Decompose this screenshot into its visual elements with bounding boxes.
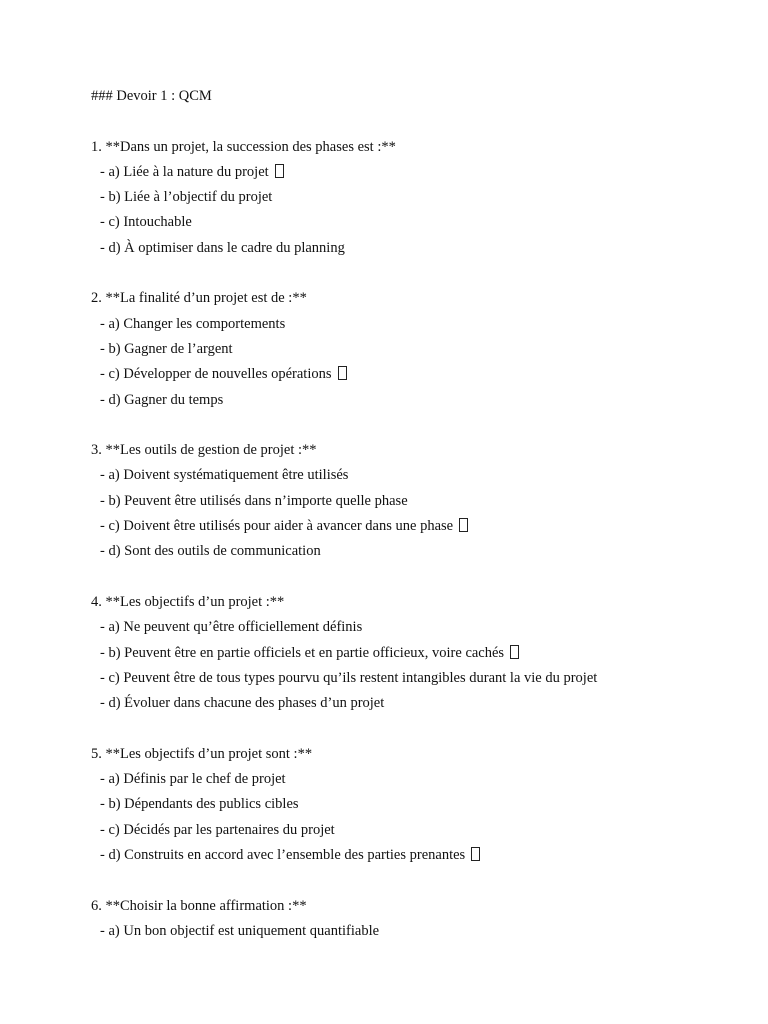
- option-a: [91, 767, 731, 792]
- answer-mark-icon: [471, 847, 480, 861]
- option-a: [91, 463, 731, 488]
- option-text: - c) Décidés par les partenaires du projet: [100, 821, 335, 838]
- spacer: [91, 261, 731, 286]
- option-a: [91, 160, 731, 185]
- option-b: [91, 337, 731, 362]
- option-text: - b) Peuvent être utilisés dans n’importe quelle phase: [100, 492, 408, 509]
- question-text: 6. **Choisir la bonne affirmation :**: [91, 897, 307, 914]
- question-text: 1. **Dans un projet, la succession des phases est :**: [91, 138, 396, 155]
- option-text: - c) Développer de nouvelles opérations: [100, 366, 332, 383]
- option-d: [91, 236, 731, 261]
- option-b: [91, 489, 731, 514]
- option-c: [91, 666, 731, 691]
- option-text: - b) Dépendants des publics cibles: [100, 796, 299, 813]
- spacer: [91, 868, 731, 893]
- answer-mark-icon: [459, 518, 468, 532]
- option-text: - a) Changer les comportements: [100, 315, 286, 332]
- option-c: [91, 818, 731, 843]
- option-d: [91, 539, 731, 564]
- option-a: [91, 615, 731, 640]
- option-text: - a) Doivent systématiquement être utilisés: [100, 467, 349, 484]
- document-page: [91, 84, 731, 944]
- option-b: [91, 792, 731, 817]
- option-text: - d) Évoluer dans chacune des phases d’un projet: [100, 695, 385, 712]
- spacer: [91, 716, 731, 741]
- answer-mark-icon: [510, 645, 519, 659]
- option-c: [91, 514, 731, 539]
- option-text: - a) Définis par le chef de projet: [100, 771, 286, 788]
- question-text: 5. **Les objectifs d’un projet sont :**: [91, 745, 313, 762]
- spacer: [91, 109, 731, 134]
- option-c: [91, 210, 731, 235]
- option-text: - a) Un bon objectif est uniquement quantifiable: [100, 922, 380, 939]
- question-4: [91, 590, 731, 716]
- question-text: 3. **Les outils de gestion de projet :**: [91, 442, 317, 459]
- option-text: - d) Sont des outils de communication: [100, 543, 321, 560]
- spacer: [91, 565, 731, 590]
- option-text: - c) Doivent être utilisés pour aider à avancer dans une phase: [100, 518, 454, 535]
- spacer: [91, 413, 731, 438]
- question-2: [91, 286, 731, 412]
- option-text: - d) Construits en accord avec l’ensemble des parties prenantes: [100, 846, 466, 863]
- option-d: [91, 843, 731, 868]
- document-heading: ### Devoir 1 : QCM: [91, 88, 212, 104]
- option-text: - c) Intouchable: [100, 214, 192, 231]
- question-1: [91, 135, 731, 261]
- option-b: [91, 641, 731, 666]
- question-3: [91, 438, 731, 564]
- option-text: - b) Liée à l’objectif du projet: [100, 189, 273, 206]
- option-text: - b) Peuvent être en partie officiels et en partie officieux, voire cachés: [100, 644, 505, 661]
- question-5: [91, 742, 731, 868]
- option-b: [91, 185, 731, 210]
- option-text: - a) Ne peuvent qu’être officiellement définis: [100, 619, 363, 636]
- option-a: [91, 919, 731, 944]
- option-c: [91, 362, 731, 387]
- option-a: [91, 312, 731, 337]
- option-text: - d) À optimiser dans le cadre du planning: [100, 239, 345, 256]
- answer-mark-icon: [275, 164, 284, 178]
- option-text: - a) Liée à la nature du projet: [100, 163, 269, 180]
- option-text: - b) Gagner de l’argent: [100, 340, 233, 357]
- option-text: - d) Gagner du temps: [100, 391, 224, 408]
- question-text: 4. **Les objectifs d’un projet :**: [91, 593, 285, 610]
- option-d: [91, 691, 731, 716]
- question-text: 2. **La finalité d’un projet est de :**: [91, 290, 307, 307]
- option-text: - c) Peuvent être de tous types pourvu qu’ils restent intangibles durant la vie du projet: [100, 669, 598, 686]
- question-6: [91, 894, 731, 945]
- option-d: [91, 388, 731, 413]
- answer-mark-icon: [338, 366, 347, 380]
